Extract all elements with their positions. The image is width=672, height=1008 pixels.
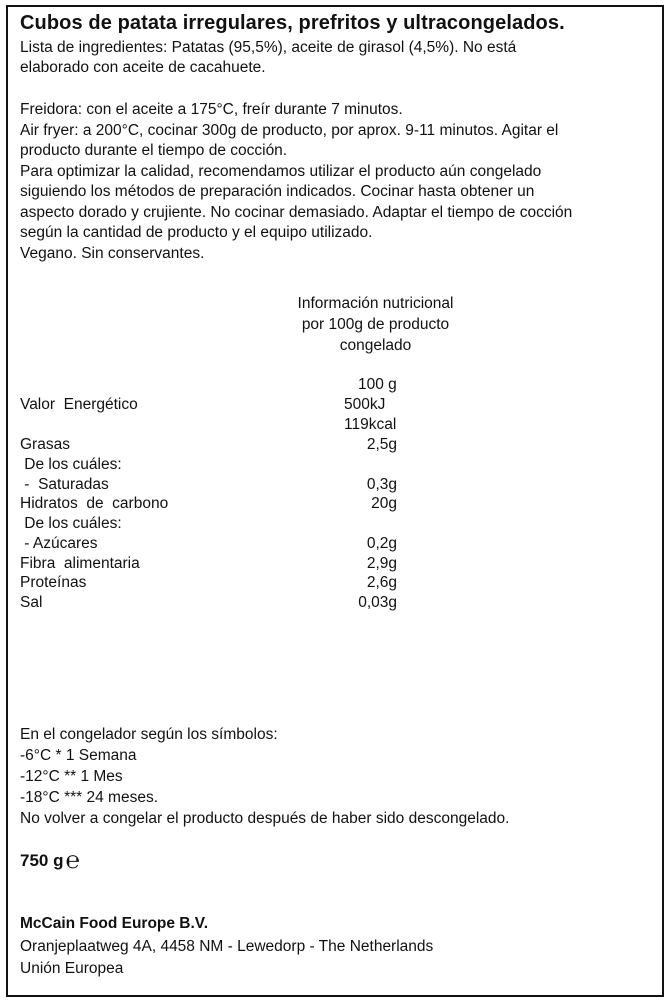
prep-line-6: aspecto dorado y crujiente. No cocinar demasiado. Adaptar el tiempo de cocción: [20, 204, 573, 221]
company-address: Oranjeplaatweg 4A, 4458 NM - Lewedorp - The Netherlands: [20, 938, 434, 955]
nutrient-label: Grasas: [20, 436, 70, 453]
product-title: Cubos de patata irregulares, prefritos y ultracongelados.: [20, 12, 565, 34]
nutrient-value: 2,9g: [366, 555, 397, 572]
nutrient-value: 0,3g: [366, 476, 397, 493]
prep-line-3: producto durante el tiempo de cocción.: [20, 142, 288, 159]
company-region: Unión Europea: [20, 960, 124, 977]
nutrient-label: Sal: [20, 594, 43, 611]
nutrient-value: 2,5g: [366, 436, 397, 453]
company-name: McCain Food Europe B.V.: [20, 915, 209, 932]
prep-line-1: Freidora: con el aceite a 175°C, freír durante 7 minutos.: [20, 101, 403, 118]
ingredients-line-1: Lista de ingredientes: Patatas (95,5%), aceite de girasol (4,5%). No está: [20, 39, 517, 56]
storage-line-4: -18°C *** 24 meses.: [20, 789, 159, 806]
estimated-sign-icon: ℮: [65, 847, 80, 874]
prep-line-2: Air fryer: a 200°C, cocinar 300g de producto, por aprox. 9-11 minutos. Agitar el: [20, 122, 559, 139]
nutrient-label: Fibra alimentaria: [20, 555, 140, 572]
energy-kcal: 119kcal: [344, 416, 397, 433]
storage-line-2: -6°C * 1 Semana: [20, 747, 137, 764]
nutrient-label: De los cuáles:: [20, 456, 122, 473]
nutrient-label: Proteínas: [20, 574, 87, 591]
energy-kj: 500kJ: [344, 396, 386, 413]
prep-line-7: según la cantidad de producto y el equipo utilizado.: [20, 224, 373, 241]
label-frame: [6, 5, 664, 997]
prep-line-4: Para optimizar la calidad, recomendamos utilizar el producto aún congelado: [20, 163, 542, 180]
nutrition-unit: 100 g: [358, 376, 397, 393]
nutrient-value: 20g: [371, 495, 397, 512]
nutrition-header-2: por 100g de producto: [301, 316, 450, 333]
nutrient-label: - Azúcares: [20, 535, 98, 552]
storage-line-5: No volver a congelar el producto después de haber sido descongelado.: [20, 810, 510, 827]
ingredients-line-2: elaborado con aceite de cacahuete.: [20, 59, 266, 76]
prep-line-8: Vegano. Sin conservantes.: [20, 245, 205, 262]
nutrient-value: 2,6g: [366, 574, 397, 591]
energy-label: Valor Energético: [20, 396, 138, 413]
net-weight-value: 750 g: [20, 851, 64, 870]
nutrient-label: - Saturadas: [20, 476, 109, 493]
nutrient-label: De los cuáles:: [20, 515, 122, 532]
storage-line-3: -12°C ** 1 Mes: [20, 768, 123, 785]
nutrient-value: 0,03g: [358, 594, 397, 611]
nutrition-header-1: Información nutricional: [297, 295, 454, 312]
net-weight: [20, 847, 80, 874]
nutrition-header-3: congelado: [339, 337, 412, 354]
prep-line-5: siguiendo los métodos de preparación indicados. Cocinar hasta obtener un: [20, 183, 535, 200]
nutrient-label: Hidratos de carbono: [20, 495, 169, 512]
storage-line-1: En el congelador según los símbolos:: [20, 726, 278, 743]
nutrient-value: 0,2g: [366, 535, 397, 552]
